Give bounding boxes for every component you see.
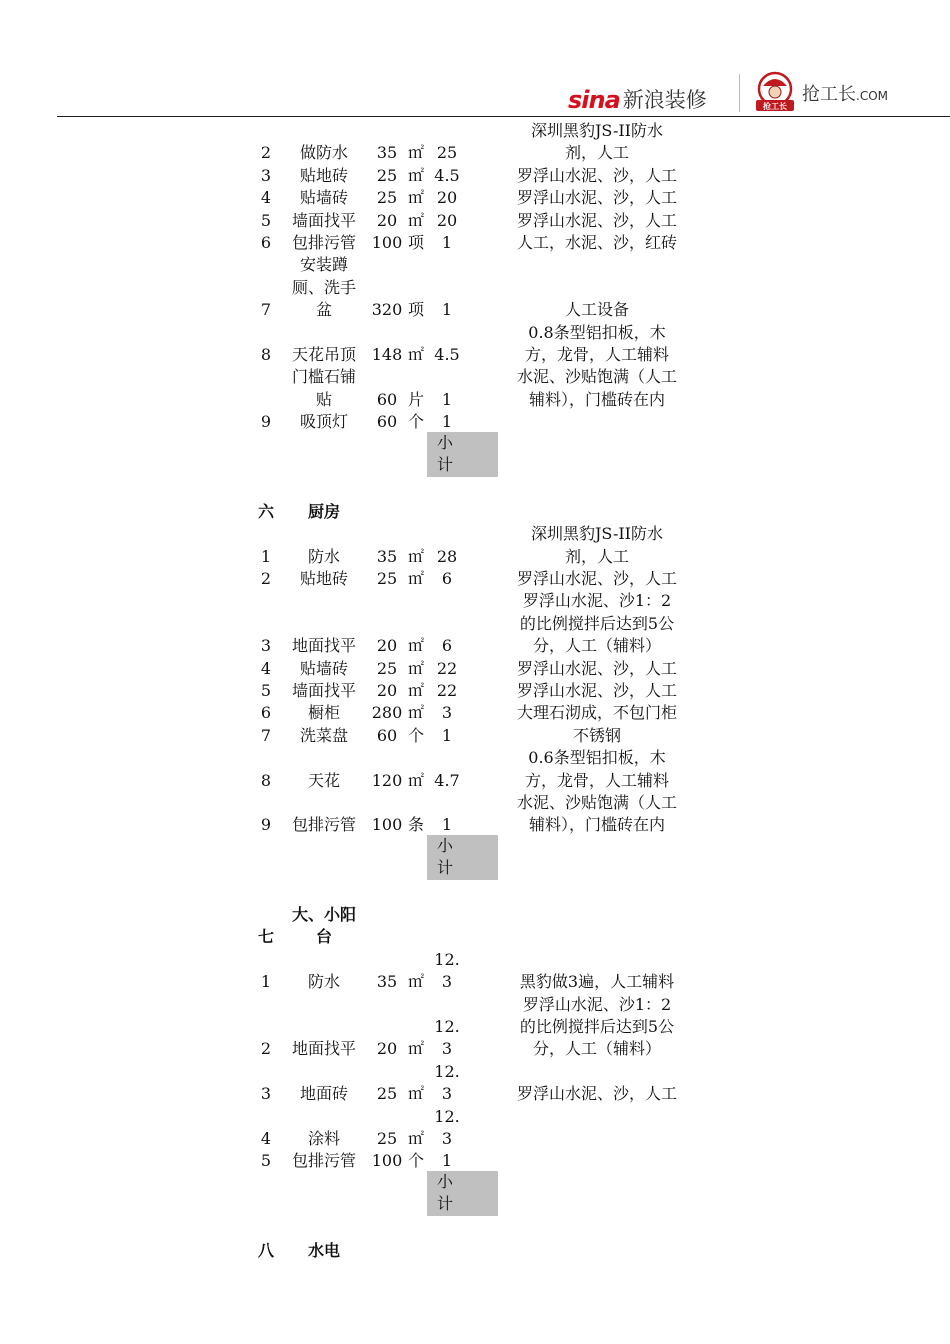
page-header — [0, 0, 950, 118]
item-quantity: 1 — [441, 725, 453, 745]
item-quantity: 1 — [441, 300, 453, 320]
item-unit-price: 20 — [376, 681, 398, 700]
item-name: 地面砖 — [299, 1084, 348, 1104]
item-unit: 项 — [407, 233, 424, 252]
item-unit: ㎡ — [407, 165, 424, 185]
item-material-note: 深圳黑豹JS-II防水 剂，人工 — [530, 121, 663, 163]
item-number: 3 — [260, 636, 272, 656]
item-quantity: 22 — [436, 681, 458, 700]
item-unit-price: 20 — [376, 636, 398, 656]
section-title: 水电 — [307, 1241, 340, 1260]
item-quantity: 1 — [441, 412, 453, 432]
item-name: 地面找平 — [291, 636, 356, 656]
item-unit-price: 60 — [376, 412, 398, 432]
item-unit: ㎡ — [407, 658, 424, 678]
item-material-note: 水泥、沙贴饱满（人工 辅料），门槛砖在内 — [516, 367, 677, 409]
item-unit: ㎡ — [407, 703, 424, 723]
item-quantity: 1 — [441, 1151, 453, 1171]
item-unit-price: 20 — [376, 210, 398, 230]
item-quantity: 3 — [441, 703, 453, 723]
item-quantity: 1 — [441, 389, 453, 409]
sina-wordmark: sina — [568, 86, 620, 114]
item-material-note: 大理石沏成，不包门柜 — [516, 703, 677, 723]
section-title: 厨房 — [307, 501, 340, 521]
item-number: 5 — [260, 681, 272, 700]
section-number: 七 — [258, 927, 275, 947]
item-number: 4 — [260, 1129, 272, 1148]
item-unit-price: 60 — [376, 725, 398, 745]
item-name: 墙面找平 — [291, 681, 356, 700]
item-name: 包排污管 — [291, 815, 356, 835]
item-unit: ㎡ — [407, 546, 424, 566]
item-unit: 项 — [407, 300, 424, 320]
item-unit-price: 20 — [376, 1039, 398, 1059]
item-quantity: 1 — [441, 815, 453, 835]
item-number: 1 — [260, 546, 272, 566]
item-unit: ㎡ — [407, 1129, 424, 1148]
item-material-note: 水泥、沙贴饱满（人工 辅料），门槛砖在内 — [516, 793, 677, 835]
qianggongzhang-logo-icon — [752, 70, 798, 114]
item-number: 4 — [260, 188, 272, 208]
header-rule — [57, 116, 950, 117]
section-number: 八 — [258, 1241, 275, 1260]
item-unit-price: 320 — [371, 300, 403, 320]
item-unit-price: 25 — [376, 1084, 398, 1104]
item-name: 天花吊顶 — [291, 345, 356, 364]
item-name: 贴墙砖 — [299, 188, 348, 208]
item-name: 墙面找平 — [291, 210, 356, 230]
item-material-note: 罗浮山水泥、沙，人工 — [516, 658, 677, 678]
item-unit-price: 25 — [376, 165, 398, 185]
item-unit-price: 100 — [371, 815, 403, 835]
item-unit-price: 25 — [376, 188, 398, 208]
item-number: 2 — [260, 143, 272, 163]
item-name: 包排污管 — [291, 1151, 356, 1171]
item-quantity: 22 — [436, 658, 458, 678]
item-name: 做防水 — [299, 143, 348, 163]
item-name: 地面找平 — [291, 1039, 356, 1059]
item-unit: ㎡ — [407, 569, 424, 588]
header-separator — [739, 74, 740, 112]
item-unit-price: 280 — [371, 703, 403, 723]
item-name: 天花 — [307, 770, 340, 790]
item-unit-price: 148 — [371, 345, 403, 364]
item-quantity: 4.5 — [434, 165, 460, 185]
item-material-note: 罗浮山水泥、沙，人工 — [516, 165, 677, 185]
item-quantity: 20 — [436, 210, 458, 230]
item-material-note: 罗浮山水泥、沙1：2 的比例搅拌后达到5公 分，人工（辅料） — [519, 994, 675, 1059]
item-name: 贴地砖 — [299, 569, 348, 588]
item-unit: ㎡ — [407, 143, 424, 163]
item-unit: ㎡ — [407, 345, 424, 364]
item-unit-price: 60 — [376, 389, 398, 409]
item-name: 吸顶灯 — [299, 412, 348, 432]
item-name: 包排污管 — [291, 233, 356, 252]
item-unit: 片 — [407, 389, 424, 409]
item-unit-price: 25 — [376, 1129, 398, 1148]
subtotal-cell: 小 计 — [427, 835, 498, 880]
item-number: 9 — [260, 412, 272, 432]
item-quantity: 12. 3 — [434, 1061, 460, 1104]
item-unit: ㎡ — [407, 636, 424, 656]
item-material-note: 黑豹做3遍，人工辅料 — [519, 972, 675, 992]
item-unit-price: 35 — [376, 143, 398, 163]
item-unit-price: 100 — [371, 1151, 403, 1171]
item-number: 3 — [260, 165, 272, 185]
item-material-note: 人工设备 — [564, 300, 629, 320]
item-unit-price: 25 — [376, 569, 398, 588]
item-number: 3 — [260, 1084, 272, 1104]
item-unit: 个 — [407, 412, 424, 432]
item-quantity: 12. 3 — [434, 949, 460, 992]
item-material-note: 罗浮山水泥、沙，人工 — [516, 210, 677, 230]
item-unit: 个 — [407, 1151, 424, 1171]
item-quantity: 12. 3 — [434, 1106, 460, 1148]
section-number: 六 — [258, 501, 275, 521]
item-name: 防水 — [307, 972, 340, 992]
item-material-note: 罗浮山水泥、沙，人工 — [516, 681, 677, 700]
item-number: 8 — [260, 770, 272, 790]
item-quantity: 4.7 — [434, 770, 460, 790]
item-unit: ㎡ — [407, 210, 424, 230]
item-number: 4 — [260, 658, 272, 678]
item-material-note: 深圳黑豹JS-II防水 剂，人工 — [530, 524, 663, 566]
item-unit-price: 120 — [371, 770, 403, 790]
item-unit-price: 100 — [371, 233, 403, 252]
item-number: 6 — [260, 233, 272, 252]
item-number: 2 — [260, 1039, 272, 1059]
item-number: 7 — [260, 300, 272, 320]
sina-logo — [568, 80, 707, 114]
item-number: 2 — [260, 569, 272, 588]
item-number: 8 — [260, 345, 272, 364]
item-unit: ㎡ — [407, 188, 424, 208]
item-unit: ㎡ — [407, 1084, 424, 1104]
subtotal-cell: 小 计 — [427, 432, 498, 477]
item-name: 洗菜盘 — [299, 725, 348, 745]
section-title: 大、小阳 台 — [291, 905, 356, 947]
item-unit: ㎡ — [407, 770, 424, 790]
item-quantity: 6 — [441, 636, 453, 656]
item-quantity: 20 — [436, 188, 458, 208]
item-name: 橱柜 — [307, 703, 340, 723]
item-quantity: 1 — [441, 233, 453, 252]
item-name: 门槛石铺 贴 — [291, 367, 356, 409]
item-unit-price: 35 — [376, 972, 398, 992]
item-unit: ㎡ — [407, 972, 424, 992]
item-number: 9 — [260, 815, 272, 835]
qianggongzhang-wordmark: 抢工长.COM — [802, 84, 888, 105]
item-number: 7 — [260, 725, 272, 745]
item-unit: ㎡ — [407, 1039, 424, 1059]
item-quantity: 4.5 — [434, 345, 460, 364]
item-unit: ㎡ — [407, 681, 424, 700]
item-material-note: 人工，水泥、沙，红砖 — [516, 233, 677, 252]
item-material-note: 0.6条型铝扣板，木 方，龙骨，人工辅料 — [524, 748, 669, 790]
item-material-note: 罗浮山水泥、沙1：2 的比例搅拌后达到5公 分，人工（辅料） — [519, 591, 675, 656]
item-unit-price: 35 — [376, 546, 398, 566]
sina-brand-text: 新浪装修 — [622, 88, 707, 112]
item-number: 6 — [260, 703, 272, 723]
item-name: 贴墙砖 — [299, 658, 348, 678]
item-quantity: 12. 3 — [434, 1017, 460, 1059]
item-quantity: 28 — [436, 546, 458, 566]
item-unit: 条 — [407, 815, 424, 835]
item-material-note: 罗浮山水泥、沙，人工 — [516, 1084, 677, 1104]
item-material-note: 罗浮山水泥、沙，人工 — [516, 569, 677, 588]
item-quantity: 25 — [436, 143, 458, 163]
item-quantity: 6 — [441, 569, 453, 588]
item-material-note: 0.8条型铝扣板，木 方，龙骨，人工辅料 — [524, 322, 669, 364]
item-number: 5 — [260, 1151, 272, 1171]
item-unit-price: 25 — [376, 658, 398, 678]
item-number: 1 — [260, 972, 272, 992]
item-number: 5 — [260, 210, 272, 230]
item-name: 防水 — [307, 546, 340, 566]
item-name: 安装蹲 厕、洗手 盆 — [291, 255, 356, 320]
qianggongzhang-badge-text: 抢工长 — [763, 102, 787, 111]
item-unit: 个 — [407, 725, 424, 745]
item-name: 涂料 — [307, 1129, 340, 1148]
subtotal-cell: 小 计 — [427, 1171, 498, 1216]
item-name: 贴地砖 — [299, 165, 348, 185]
item-material-note: 罗浮山水泥、沙，人工 — [516, 188, 677, 208]
item-material-note: 不锈钢 — [572, 725, 621, 745]
